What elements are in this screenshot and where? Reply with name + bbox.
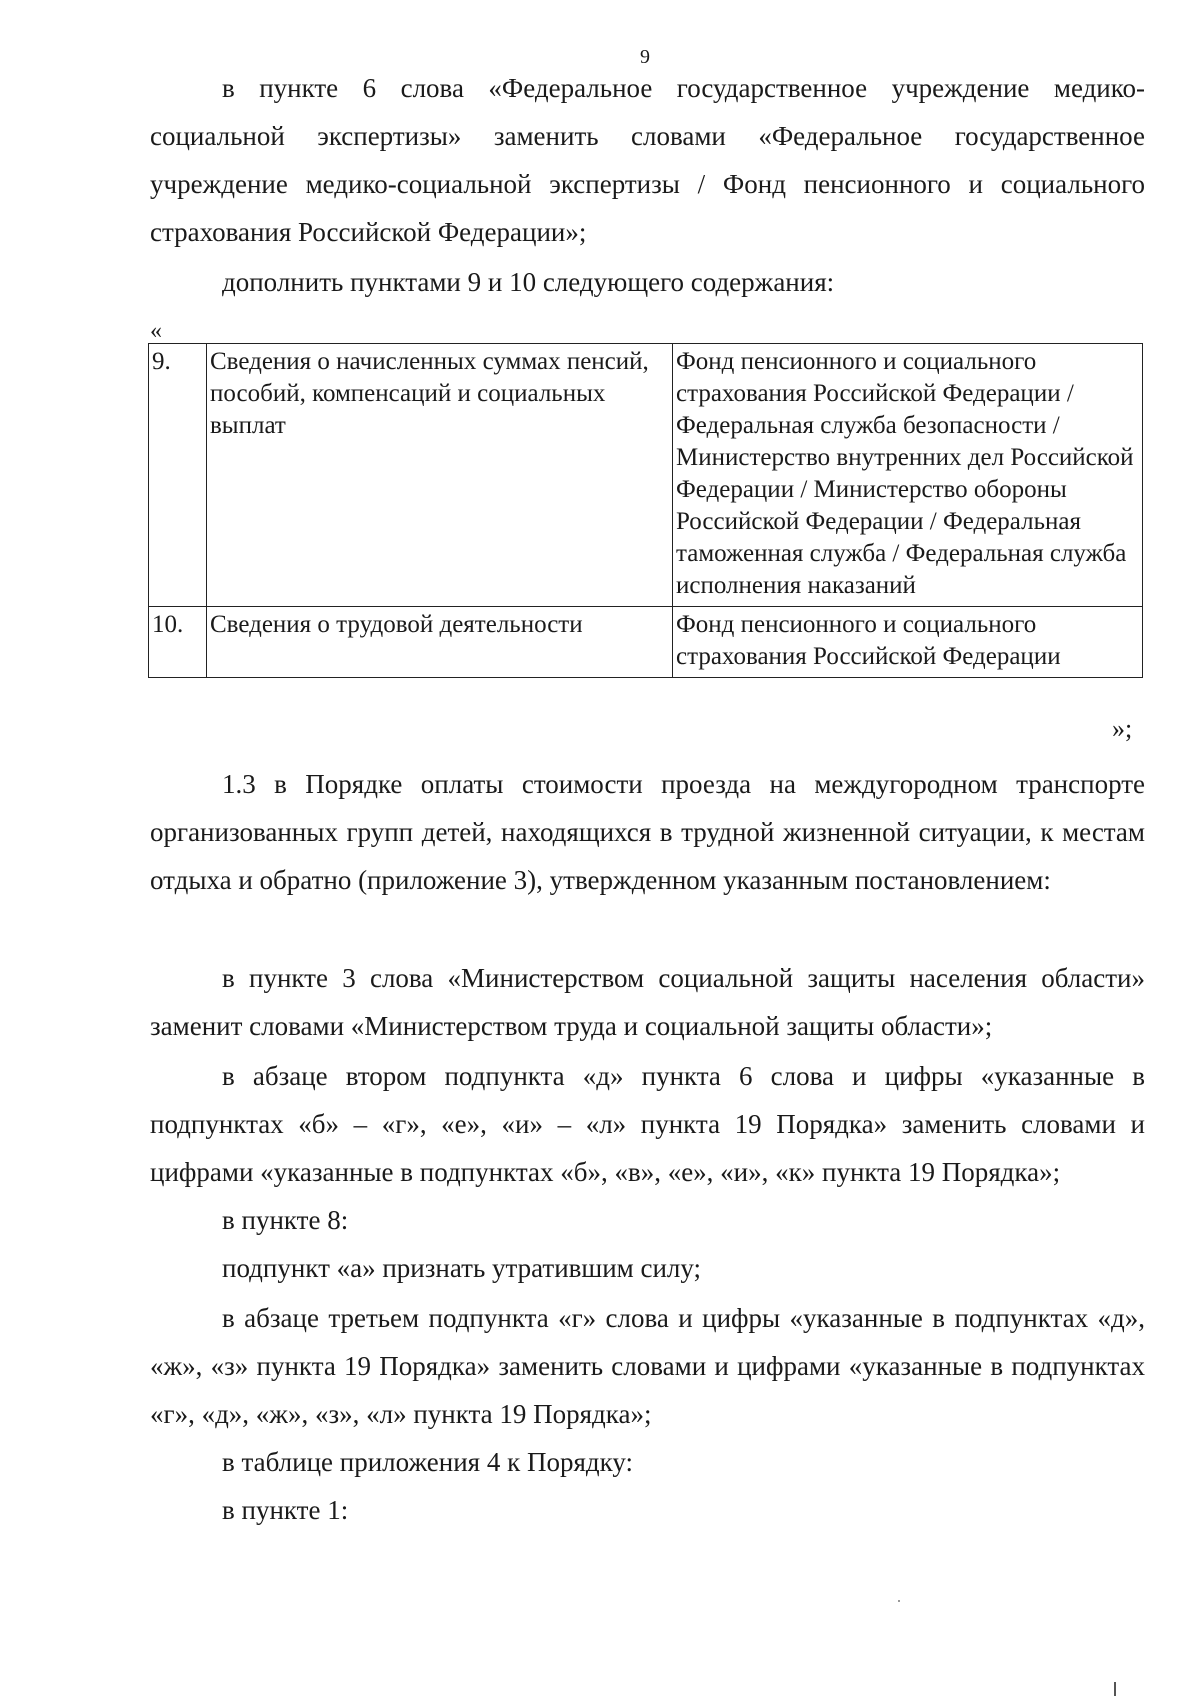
paragraph-item-3: в пункте 3 слова «Министерством социальной защиты населения области» заменит словами «Министерством труда и социальной защиты области»;: [150, 963, 1145, 1041]
paragraph-item-1: в пункте 1:: [222, 1495, 349, 1525]
paragraph-item-8: в пункте 8:: [222, 1205, 349, 1235]
scan-mark: [1114, 1682, 1116, 1696]
row-number: 9.: [149, 344, 207, 607]
table-row: [149, 607, 1143, 678]
row-organizations: Фонд пенсионного и социального страхования Российской Федерации / Федеральная служба безопасности / Министерство внутренних дел Российской Федерации / Министерство обороны Российской Федерации / Федеральная таможенная служба / Федеральная служба исполнения наказаний: [673, 344, 1143, 607]
scan-speck: [898, 1600, 900, 1602]
paragraph-appendix-4-table: в таблице приложения 4 к Порядку:: [222, 1447, 633, 1477]
row-description: Сведения о начисленных суммах пенсий, пособий, компенсаций и социальных выплат: [207, 344, 673, 607]
paragraph-subitem-g: в абзаце третьем подпункта «г» слова и цифры «указанные в подпунктах «д», «ж», «з» пункта 19 Порядка» заменить словами и цифрами «указанные в подпунктах «г», «д», «ж», «з», «л» пункта 19 Порядка»;: [150, 1303, 1145, 1429]
paragraph-subitem-a: подпункт «а» признать утратившим силу;: [222, 1253, 702, 1283]
inserted-items-table: [148, 343, 1143, 678]
close-quote: »;: [1112, 714, 1133, 743]
paragraph-amend-item-6: в пункте 6 слова «Федеральное государственное учреждение медико-социальной экспертизы» заменить словами «Федеральное государственное учреждение медико-социальной экспертизы / Фонд пенсионного и социального страхования Российской Федерации»;: [150, 73, 1145, 247]
paragraph-section-1-3: 1.3 в Порядке оплаты стоимости проезда на междугородном транспорте организованных групп детей, находящихся в трудной жизненной ситуации, к местам отдыха и обратно (приложение 3), утвержденном указанным постановлением:: [150, 769, 1145, 895]
page-number: 9: [640, 46, 650, 68]
open-quote: «: [150, 318, 162, 344]
table-row: [149, 344, 1143, 607]
row-organizations: Фонд пенсионного и социального страхования Российской Федерации: [673, 607, 1143, 678]
row-number: 10.: [149, 607, 207, 678]
paragraph-add-items: дополнить пунктами 9 и 10 следующего содержания:: [222, 267, 835, 297]
paragraph-item-6: в абзаце втором подпункта «д» пункта 6 слова и цифры «указанные в подпунктах «б» – «г», «е», «и» – «л» пункта 19 Порядка» заменить словами и цифрами «указанные в подпунктах «б», «в», «е», «и», «к» пункта 19 Порядка»;: [150, 1061, 1145, 1187]
row-description: Сведения о трудовой деятельности: [207, 607, 673, 678]
